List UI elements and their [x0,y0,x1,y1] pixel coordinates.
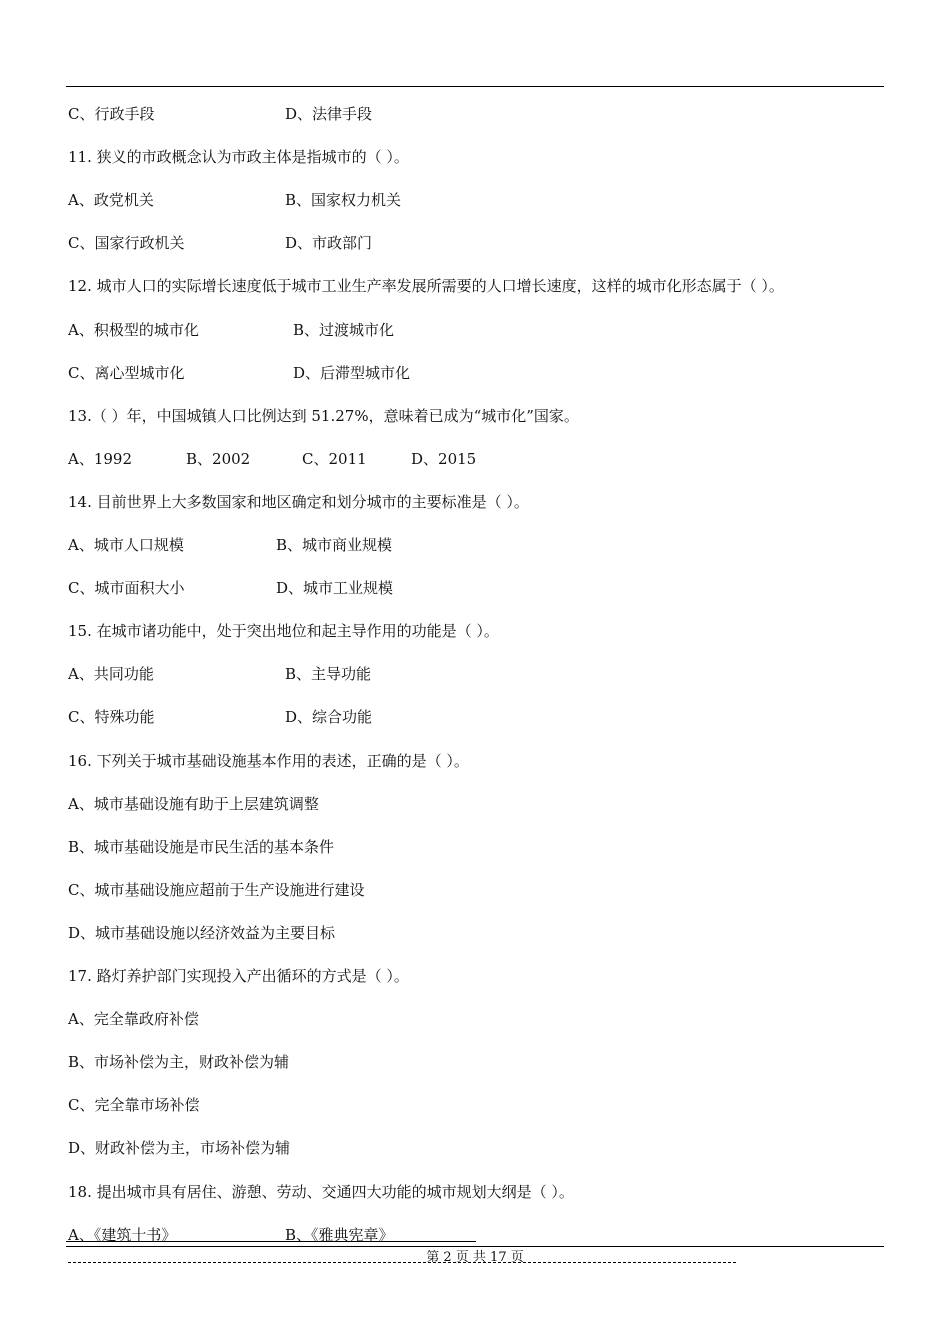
question-text: 12. 城市人口的实际增长速度低于城市工业生产率发展所需要的人口增长速度，这样的城市化形态属于（ ）。 [68,277,784,295]
option-left: A、《建筑十书》 [68,1226,177,1244]
option-line: D、财政补偿为主，市场补偿为辅 [68,1139,291,1157]
option-left: A、城市人口规模 [68,536,184,554]
question-text: 14. 目前世界上大多数国家和地区确定和划分城市的主要标准是（ ）。 [68,493,529,511]
question-text: 11. 狭义的市政概念认为市政主体是指城市的（ ）。 [68,148,409,166]
option-line: A、完全靠政府补偿 [68,1010,199,1028]
option-right: B、过渡城市化 [293,321,395,339]
option-right: D、市政部门 [285,234,373,252]
option-line: A、城市基础设施有助于上层建筑调整 [68,795,319,813]
footer-rule-short [66,1241,476,1242]
option-right: D、城市工业规模 [276,579,394,597]
option-line: B、市场补偿为主，财政补偿为辅 [68,1053,290,1071]
option-line: D、城市基础设施以经济效益为主要目标 [68,924,336,942]
option-right: D、后滞型城市化 [293,364,411,382]
question-text: 16. 下列关于城市基础设施基本作用的表述，正确的是（ ）。 [68,752,469,770]
option-left: A、积极型的城市化 [68,321,199,339]
option-left: C、行政手段 [68,105,155,123]
option-left: C、特殊功能 [68,708,155,726]
option-right: B、国家权力机关 [285,191,402,209]
option-line: C、完全靠市场补偿 [68,1096,200,1114]
question-text: 15. 在城市诸功能中，处于突出地位和起主导作用的功能是（ ）。 [68,622,499,640]
option-left: A、政党机关 [68,191,154,209]
option-item: C、2011 [302,450,367,468]
option-right: B、主导功能 [285,665,372,683]
option-left: A、共同功能 [68,665,154,683]
option-right: B、城市商业规模 [276,536,393,554]
question-text: 13.（ ）年，中国城镇人口比例达到 51.27%，意味着已成为“城市化”国家。 [68,407,579,425]
question-text: 18. 提出城市具有居住、游憩、劳动、交通四大功能的城市规划大纲是（ ）。 [68,1183,574,1201]
option-right: B、《雅典宪章》 [285,1226,394,1244]
page-number: 第 2 页 共 17 页 [426,1250,524,1265]
option-left: C、城市面积大小 [68,579,185,597]
option-left: C、国家行政机关 [68,234,185,252]
option-left: C、离心型城市化 [68,364,185,382]
dashed-separator [68,1262,736,1263]
footer-rule [66,1246,884,1247]
option-line: B、城市基础设施是市民生活的基本条件 [68,838,335,856]
header-rule [66,86,884,87]
option-right: D、法律手段 [285,105,373,123]
option-item: B、2002 [186,450,251,468]
option-right: D、综合功能 [285,708,373,726]
option-line: C、城市基础设施应超前于生产设施进行建设 [68,881,365,899]
option-item: A、1992 [68,450,133,468]
question-text: 17. 路灯养护部门实现投入产出循环的方式是（ ）。 [68,967,409,985]
option-item: D、2015 [411,450,477,468]
